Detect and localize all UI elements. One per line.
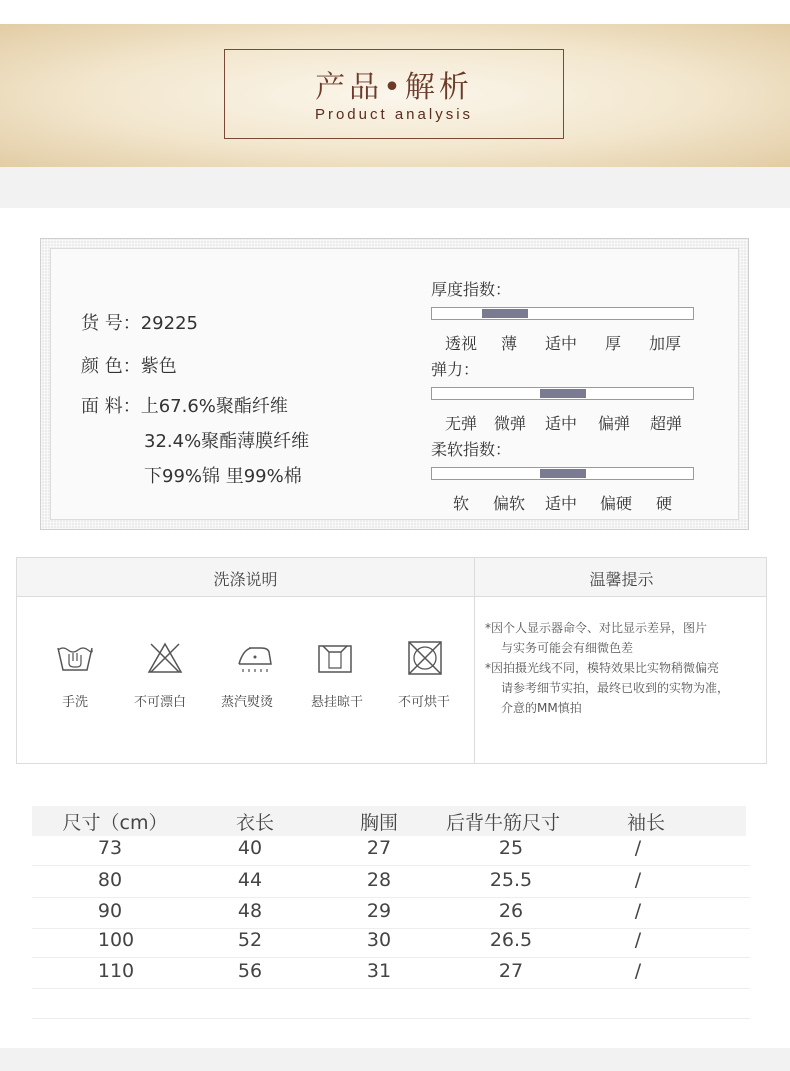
steam-iron-icon — [235, 638, 275, 678]
size-table-cell: 52 — [237, 929, 263, 951]
care-label-hang-dry: 悬挂晾干 — [310, 695, 363, 710]
index-level-marker — [540, 469, 586, 478]
care-table — [16, 557, 767, 764]
index-option-label: 无弹 — [444, 414, 478, 433]
size-table-cell: 27 — [498, 960, 524, 982]
bottom-band — [0, 1048, 790, 1071]
index-option-label: 薄 — [500, 334, 518, 353]
size-table-cell: 29 — [366, 900, 392, 922]
index-level-marker — [482, 309, 528, 318]
index-option-label: 偏硬 — [599, 494, 633, 513]
care-label-hand-wash: 手洗 — [61, 695, 88, 710]
size-table-cell: 26.5 — [489, 929, 533, 951]
size-header-cell: 袖长 — [626, 812, 666, 834]
spec-fabric-3: 下99%锦 里99%棉 — [144, 466, 302, 487]
size-table-cell: / — [634, 869, 642, 891]
index-level-marker — [540, 389, 586, 398]
size-row-divider — [32, 897, 750, 898]
product-info-inner — [50, 248, 739, 520]
tip-line-4: 请参考细节实拍，最终已收到的实物为准， — [501, 681, 730, 695]
size-header-cell: 后背牛筋尺寸 — [445, 812, 561, 834]
no-tumble-dry-icon — [405, 638, 445, 678]
index-option-label: 适中 — [544, 334, 578, 353]
section-title-cn: 产品•解析 — [315, 70, 473, 105]
size-row-divider — [32, 957, 750, 958]
index-option-label: 适中 — [544, 414, 578, 433]
index-option-label: 偏软 — [492, 494, 526, 513]
spec-color: 颜 色：紫色 — [81, 356, 177, 377]
size-table-cell: 28 — [366, 869, 392, 891]
care-label-no-bleach: 不可漂白 — [133, 695, 186, 710]
divider-band — [0, 167, 790, 208]
care-label-no-tumble-dry: 不可烘干 — [397, 695, 450, 710]
size-header-cell: 胸围 — [359, 812, 399, 834]
care-instructions-title: 洗涤说明 — [213, 570, 278, 589]
product-info-panel — [40, 238, 749, 530]
size-table-cell: 80 — [97, 869, 123, 891]
size-header-cell: 尺寸（cm） — [62, 812, 168, 834]
size-table-cell: 27 — [366, 837, 392, 859]
size-table-cell: 56 — [237, 960, 263, 982]
index-option-label: 超弹 — [649, 414, 683, 433]
size-row-divider — [32, 988, 750, 989]
index-option-label: 微弹 — [493, 414, 527, 433]
size-table-cell: / — [634, 837, 642, 859]
section-title-box — [224, 49, 564, 139]
size-table-cell: / — [634, 960, 642, 982]
index-option-label: 加厚 — [648, 334, 682, 353]
size-table-cell: 110 — [97, 960, 135, 982]
size-table-cell: 48 — [237, 900, 263, 922]
hand-wash-icon — [55, 638, 95, 678]
section-title-en: Product analysis — [314, 106, 474, 123]
size-table-cell: / — [634, 929, 642, 951]
index-bar — [431, 387, 694, 400]
hang-dry-icon — [315, 638, 355, 678]
size-table-cell: 44 — [237, 869, 263, 891]
size-table-cell: 100 — [97, 929, 135, 951]
index-option-label: 透视 — [444, 334, 478, 353]
no-bleach-icon — [145, 638, 185, 678]
index-option-label: 厚 — [604, 334, 622, 353]
care-tips-title: 温馨提示 — [589, 570, 654, 589]
size-table-cell: / — [634, 900, 642, 922]
size-table-bottom-border — [32, 1018, 750, 1019]
index-option-label: 适中 — [544, 494, 578, 513]
size-table-cell: 40 — [237, 837, 263, 859]
index-option-label: 偏弹 — [597, 414, 631, 433]
size-table-cell: 25.5 — [489, 869, 533, 891]
size-table-cell: 90 — [97, 900, 123, 922]
spec-fabric-2: 32.4%聚酯薄膜纤维 — [144, 431, 310, 452]
index-option-label: 软 — [452, 494, 470, 513]
top-strip — [0, 0, 790, 24]
tip-line-2: 与实务可能会有细微色差 — [501, 641, 634, 655]
tip-line-3: *因拍摄光线不同，模特效果比实物稍微偏亮 — [485, 661, 720, 675]
spec-item-no: 货 号：29225 — [81, 313, 198, 334]
care-label-steam-iron: 蒸汽熨烫 — [220, 695, 273, 710]
index-bar — [431, 307, 694, 320]
size-table-cell: 25 — [498, 837, 524, 859]
index-title: 弹力： — [431, 360, 480, 379]
size-table-cell: 30 — [366, 929, 392, 951]
size-table-cell: 73 — [97, 837, 123, 859]
size-header-cell: 衣长 — [235, 812, 275, 834]
size-row-divider — [32, 865, 750, 866]
tip-line-1: *因个人显示器命令、对比显示差异，图片 — [485, 621, 708, 635]
index-title: 厚度指数： — [431, 280, 512, 299]
spec-fabric-1: 面 料：上67.6%聚酯纤维 — [81, 396, 288, 417]
index-option-label: 硬 — [655, 494, 673, 513]
size-table-cell: 31 — [366, 960, 392, 982]
index-bar — [431, 467, 694, 480]
size-table-cell: 26 — [498, 900, 524, 922]
index-title: 柔软指数： — [431, 440, 512, 459]
tip-line-5: 介意的MM慎拍 — [501, 701, 582, 715]
